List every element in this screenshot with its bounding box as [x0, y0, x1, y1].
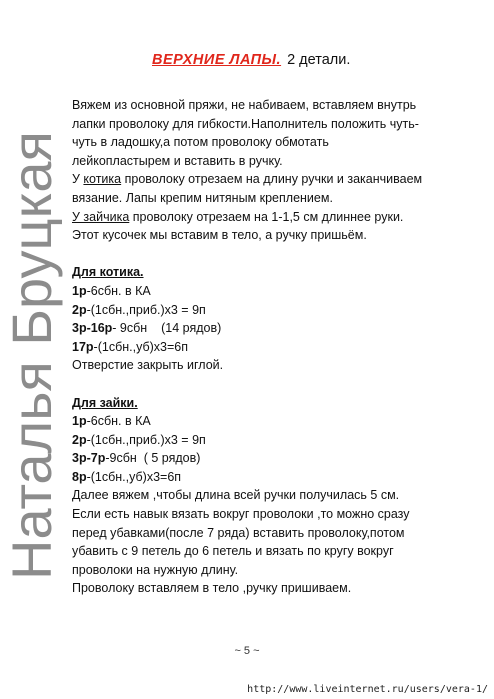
row-text: - 9сбн (14 рядов)	[112, 321, 222, 336]
kotik-note-pre: У	[72, 172, 84, 187]
title-note: 2 детали.	[287, 52, 351, 68]
kotik-note	[72, 170, 472, 189]
row-number: 1р	[72, 414, 87, 429]
intro-line: лапки проволоку для гибкости.Наполнитель положить чуть-	[72, 116, 419, 131]
zayka-tail-line: убавить с 9 петель до 6 петель и вязать по кругу вокруг	[72, 544, 394, 559]
row-number: 2р	[72, 432, 87, 447]
kotik-note-post: проволоку отрезаем на длину ручки и заканчиваем	[121, 172, 423, 187]
zayka-row	[72, 449, 472, 468]
zayka-tail-line: Далее вяжем ,чтобы длина всей ручки получилась 5 см.	[72, 488, 400, 503]
row-text: -(1сбн.,уб)х3=6п	[86, 469, 182, 484]
zayka-tail-line: перед убавками(после 7 ряда) вставить проволоку,потом	[72, 525, 405, 540]
kotik-heading: Для котика.	[72, 265, 144, 280]
kotik-row	[72, 282, 472, 301]
kotik-note-2: вязание. Лапы крепим нитяным креплением.	[72, 190, 333, 205]
zayka-note-2: Этот кусочек мы вставим в тело, а ручку пришьём.	[72, 228, 367, 243]
kotik-row	[72, 301, 472, 320]
title-main: ВЕРХНИЕ ЛАПЫ.	[152, 52, 282, 68]
zayka-row	[72, 412, 472, 431]
intro-line: чуть в ладошку,а потом проволоку обмотать	[72, 135, 329, 150]
page-number: ~ 5 ~	[234, 645, 260, 657]
source-watermark[interactable]: http://www.liveinternet.ru/users/vera-1/	[247, 684, 488, 695]
row-number: 8р	[72, 469, 87, 484]
row-text: -(1сбн.,приб.)х3 = 9п	[86, 302, 206, 317]
row-number: 1р	[72, 283, 87, 298]
row-number: 2р	[72, 302, 87, 317]
row-number: 17р	[72, 339, 94, 354]
zayka-heading: Для зайки.	[72, 395, 138, 410]
row-text: -(1сбн.,уб)х3=6п	[93, 339, 189, 354]
instructions	[72, 96, 472, 598]
zayka-tail-line: проволоки на нужную длину.	[72, 562, 239, 577]
zayka-note	[72, 208, 472, 227]
row-text: -6сбн. в КА	[86, 283, 151, 298]
kotik-note-link: котика	[83, 172, 122, 187]
section-title	[152, 52, 350, 68]
kotik-row	[72, 319, 472, 338]
intro-line: лейкопластырем и вставить в ручку.	[72, 153, 283, 168]
intro-line: Вяжем из основной пряжи, не набиваем, вставляем внутрь	[72, 98, 417, 112]
row-text: -(1сбн.,приб.)х3 = 9п	[86, 432, 206, 447]
zayka-row	[72, 431, 472, 450]
zayka-note-link: У зайчика	[72, 209, 130, 224]
kotik-closing: Отверстие закрыть иглой.	[72, 358, 224, 373]
zayka-note-post: проволоку отрезаем на 1-1,5 см длиннее руки.	[129, 209, 404, 224]
row-number: 3р-16р	[72, 321, 113, 336]
zayka-row	[72, 468, 472, 487]
row-text: -6сбн. в КА	[86, 414, 151, 429]
zayka-tail-line: Проволоку вставляем в тело ,ручку пришиваем.	[72, 581, 352, 596]
side-author-name: Наталья Бруцкая	[0, 131, 63, 580]
row-number: 3р-7р	[72, 451, 106, 466]
zayka-tail-line: Если есть навык вязать вокруг проволоки ,то можно сразу	[72, 507, 410, 522]
row-text: -9сбн ( 5 рядов)	[105, 451, 201, 466]
kotik-row	[72, 338, 472, 357]
